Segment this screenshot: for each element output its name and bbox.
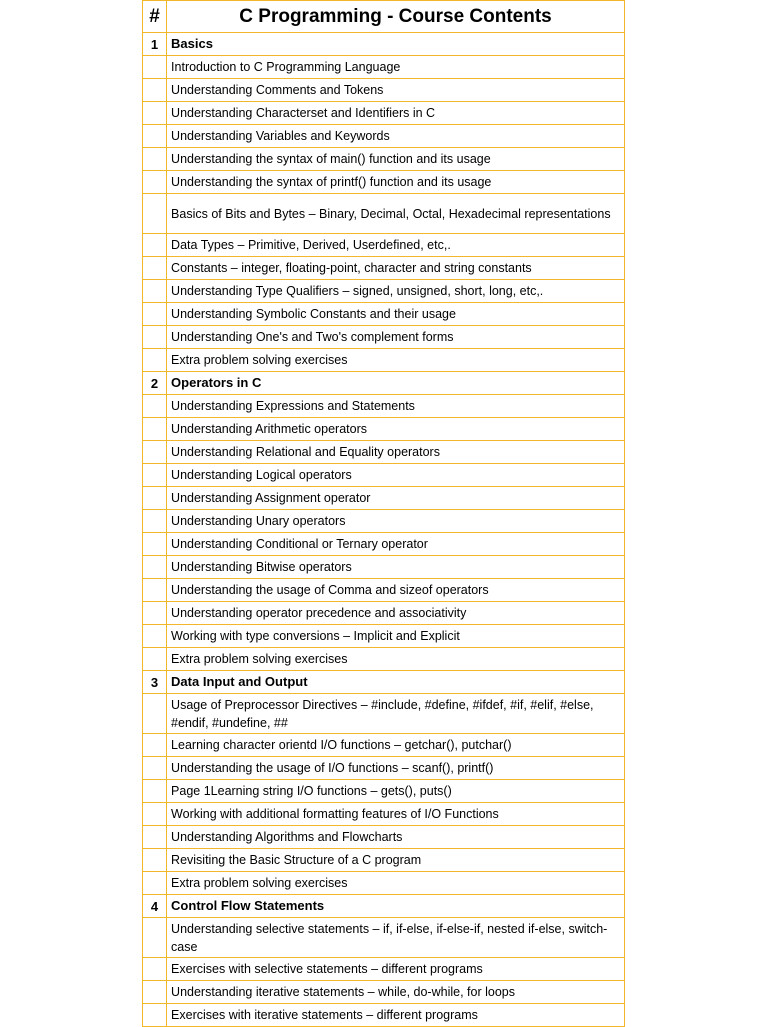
table-row: [143, 648, 625, 671]
row-number: [143, 648, 167, 671]
row-number: [143, 826, 167, 849]
topic-text: Learning character orientd I/O functions – getchar(), putchar(): [167, 734, 625, 757]
row-number: [143, 757, 167, 780]
row-number: [143, 872, 167, 895]
row-number: [143, 125, 167, 148]
row-number: [143, 533, 167, 556]
section-title: Control Flow Statements: [167, 895, 625, 918]
table-row: [143, 826, 625, 849]
row-number: 3: [143, 671, 167, 694]
topic-text: Working with type conversions – Implicit and Explicit: [167, 625, 625, 648]
row-number: [143, 602, 167, 625]
topic-text: Understanding One's and Two's complement forms: [167, 326, 625, 349]
table-row: [143, 918, 625, 958]
table-row: [143, 171, 625, 194]
topic-text: Extra problem solving exercises: [167, 349, 625, 372]
row-number: [143, 441, 167, 464]
row-number: 4: [143, 895, 167, 918]
row-number: [143, 556, 167, 579]
row-number: [143, 326, 167, 349]
section-title: Operators in C: [167, 372, 625, 395]
topic-text: Understanding operator precedence and associativity: [167, 602, 625, 625]
table-row: [143, 303, 625, 326]
row-number: [143, 395, 167, 418]
topic-text: Working with additional formatting features of I/O Functions: [167, 803, 625, 826]
topic-text: Revisiting the Basic Structure of a C program: [167, 849, 625, 872]
row-number: 1: [143, 33, 167, 56]
table-row: [143, 234, 625, 257]
table-row: [143, 148, 625, 171]
table-row: [143, 56, 625, 79]
table-row: [143, 79, 625, 102]
section-row: [143, 895, 625, 918]
topic-text: Understanding Algorithms and Flowcharts: [167, 826, 625, 849]
topic-text: Page 1Learning string I/O functions – gets(), puts(): [167, 780, 625, 803]
table-row: [143, 849, 625, 872]
topic-text: Constants – integer, floating-point, character and string constants: [167, 257, 625, 280]
section-row: [143, 372, 625, 395]
topic-text: Understanding Unary operators: [167, 510, 625, 533]
table-row: [143, 602, 625, 625]
topic-text: Understanding Bitwise operators: [167, 556, 625, 579]
row-number: [143, 579, 167, 602]
row-number: [143, 79, 167, 102]
row-number: [143, 510, 167, 533]
table-row: [143, 780, 625, 803]
table-row: [143, 280, 625, 303]
table-body: [143, 33, 625, 1027]
row-number: [143, 734, 167, 757]
table-row: [143, 326, 625, 349]
table-row: [143, 102, 625, 125]
row-number: [143, 418, 167, 441]
table-row: [143, 734, 625, 757]
table-title: C Programming - Course Contents: [167, 1, 625, 33]
section-row: [143, 33, 625, 56]
topic-text: Understanding Comments and Tokens: [167, 79, 625, 102]
row-number: [143, 958, 167, 981]
row-number: [143, 349, 167, 372]
table-row: [143, 803, 625, 826]
table-row: [143, 625, 625, 648]
topic-text: Understanding Type Qualifiers – signed, unsigned, short, long, etc,.: [167, 280, 625, 303]
row-number: [143, 780, 167, 803]
row-number: [143, 303, 167, 326]
row-number: [143, 257, 167, 280]
row-number: [143, 981, 167, 1004]
table-row: [143, 579, 625, 602]
table-row: [143, 257, 625, 280]
row-number: [143, 102, 167, 125]
table-row: [143, 349, 625, 372]
section-title: Basics: [167, 33, 625, 56]
table-row: [143, 556, 625, 579]
table-row: [143, 981, 625, 1004]
row-number: [143, 625, 167, 648]
row-number: [143, 1004, 167, 1027]
row-number: [143, 918, 167, 958]
row-number: [143, 849, 167, 872]
topic-text: Understanding Assignment operator: [167, 487, 625, 510]
row-number: [143, 56, 167, 79]
topic-text: Understanding selective statements – if, if-else, if-else-if, nested if-else, switch-case: [167, 918, 625, 958]
topic-text: Extra problem solving exercises: [167, 872, 625, 895]
topic-text: Exercises with selective statements – different programs: [167, 958, 625, 981]
table-row: [143, 1004, 625, 1027]
topic-text: Exercises with iterative statements – different programs: [167, 1004, 625, 1027]
topic-text: Understanding Arithmetic operators: [167, 418, 625, 441]
topic-text: Understanding Variables and Keywords: [167, 125, 625, 148]
topic-text: Understanding Expressions and Statements: [167, 395, 625, 418]
topic-text: Introduction to C Programming Language: [167, 56, 625, 79]
topic-text: Usage of Preprocessor Directives – #include, #define, #ifdef, #if, #elif, #else, #endif, #undefine, ##: [167, 694, 625, 734]
topic-text: Understanding Symbolic Constants and their usage: [167, 303, 625, 326]
topic-text: Data Types – Primitive, Derived, Userdefined, etc,.: [167, 234, 625, 257]
topic-text: Understanding Relational and Equality operators: [167, 441, 625, 464]
table-row: [143, 757, 625, 780]
table-header-row: [143, 1, 625, 33]
table-row: [143, 395, 625, 418]
topic-text: Understanding the syntax of main() function and its usage: [167, 148, 625, 171]
topic-text: Understanding iterative statements – while, do-while, for loops: [167, 981, 625, 1004]
header-number-column: #: [143, 1, 167, 33]
row-number: [143, 194, 167, 234]
section-row: [143, 671, 625, 694]
row-number: [143, 148, 167, 171]
topic-text: Understanding Logical operators: [167, 464, 625, 487]
row-number: [143, 464, 167, 487]
topic-text: Understanding Conditional or Ternary operator: [167, 533, 625, 556]
topic-text: Understanding the syntax of printf() function and its usage: [167, 171, 625, 194]
table-row: [143, 441, 625, 464]
table-row: [143, 487, 625, 510]
table-row: [143, 125, 625, 148]
topic-text: Understanding the usage of Comma and sizeof operators: [167, 579, 625, 602]
row-number: [143, 234, 167, 257]
course-contents-table: [142, 0, 625, 1027]
section-title: Data Input and Output: [167, 671, 625, 694]
row-number: [143, 803, 167, 826]
table-row: [143, 533, 625, 556]
topic-text: Extra problem solving exercises: [167, 648, 625, 671]
table-row: [143, 510, 625, 533]
topic-text: Understanding Characterset and Identifiers in C: [167, 102, 625, 125]
table-row: [143, 958, 625, 981]
table-row: [143, 872, 625, 895]
topic-text: Basics of Bits and Bytes – Binary, Decimal, Octal, Hexadecimal representations: [167, 194, 625, 234]
row-number: 2: [143, 372, 167, 395]
topic-text: Understanding the usage of I/O functions – scanf(), printf(): [167, 757, 625, 780]
table-row: [143, 694, 625, 734]
row-number: [143, 171, 167, 194]
row-number: [143, 280, 167, 303]
table-row: [143, 194, 625, 234]
row-number: [143, 694, 167, 734]
table-row: [143, 464, 625, 487]
row-number: [143, 487, 167, 510]
table-row: [143, 418, 625, 441]
